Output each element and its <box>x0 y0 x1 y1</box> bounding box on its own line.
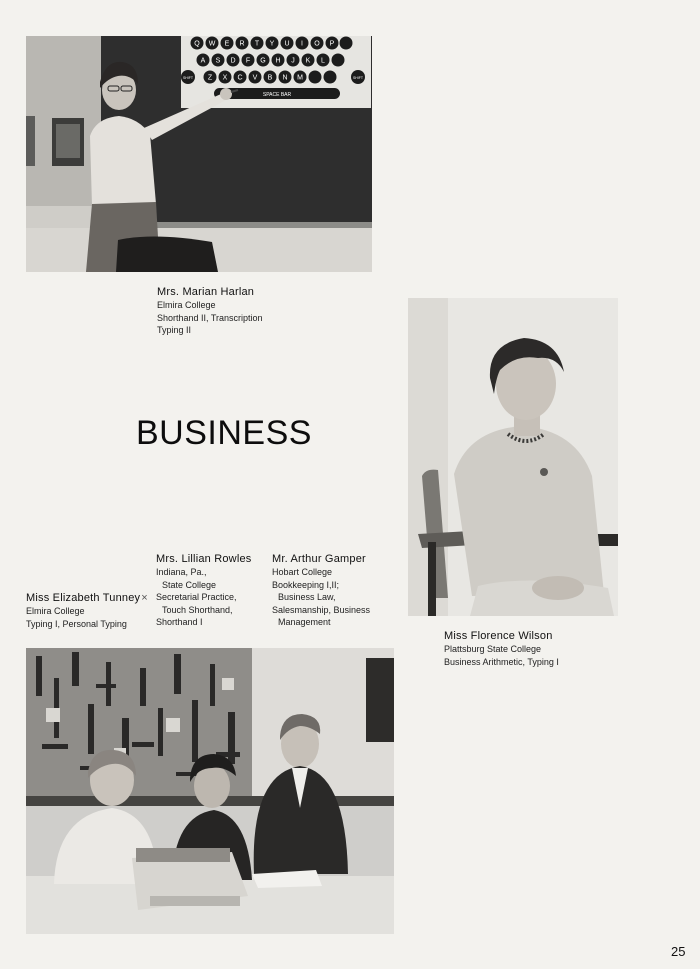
caption-line: Salesmanship, Business <box>272 604 371 615</box>
caption-florence-wilson <box>444 629 559 668</box>
caption-line: Management <box>278 617 331 627</box>
svg-text:E: E <box>224 40 230 48</box>
svg-text:F: F <box>245 57 251 65</box>
svg-text:J: J <box>291 57 295 65</box>
svg-text:Y: Y <box>269 40 275 48</box>
caption-line: Business Arithmetic, Typing I <box>444 656 559 667</box>
caption-arthur-gamper <box>272 552 370 629</box>
caption-line: Shorthand I <box>156 617 203 627</box>
caption-line: Secretarial Practice, <box>156 592 237 602</box>
section-title: BUSINESS <box>136 414 312 452</box>
caption-line: Touch Shorthand, <box>162 604 233 615</box>
svg-text:P: P <box>329 40 335 48</box>
caption-line: Hobart College <box>272 567 333 577</box>
svg-text:O: O <box>314 40 320 48</box>
svg-text:SHIFT: SHIFT <box>352 76 364 80</box>
photo-florence-wilson <box>408 298 618 616</box>
svg-text:S: S <box>215 57 221 65</box>
faculty-name: Mr. Arthur Gamper <box>272 553 366 565</box>
caption-marian-harlan <box>157 285 263 337</box>
svg-text:D: D <box>230 57 236 65</box>
caption-line: Typing I, Personal Typing <box>26 618 127 629</box>
faculty-name: Mrs. Lillian Rowles <box>156 553 252 565</box>
caption-line: Elmira College <box>157 300 216 310</box>
caption-line: Plattsburg State College <box>444 644 542 654</box>
caption-elizabeth-tunney <box>26 591 148 630</box>
svg-text:R: R <box>239 40 245 48</box>
page-number: 25 <box>671 944 686 959</box>
caption-line: Shorthand II, Transcription <box>157 312 263 323</box>
faculty-name: Mrs. Marian Harlan <box>157 286 255 298</box>
caption-line: Business Law, <box>278 592 336 602</box>
caption-line: Typing II <box>157 325 192 335</box>
faculty-name: Miss Florence Wilson <box>444 630 553 642</box>
svg-text:X: X <box>222 74 228 82</box>
svg-text:I: I <box>301 40 303 48</box>
svg-text:SPACE BAR: SPACE BAR <box>262 92 292 98</box>
pen-mark: × <box>141 592 148 604</box>
faculty-name-text: Miss Elizabeth Tunney <box>26 592 141 604</box>
svg-text:N: N <box>282 74 288 82</box>
faculty-name <box>26 591 148 605</box>
caption-lillian-rowles <box>156 552 252 629</box>
svg-text:M: M <box>297 74 303 82</box>
svg-text:H: H <box>275 57 281 65</box>
svg-text:L: L <box>321 57 325 65</box>
caption-line: Bookkeeping I,II; <box>272 579 340 590</box>
svg-text:W: W <box>208 40 216 48</box>
photo-business-group <box>26 648 394 934</box>
svg-text:G: G <box>260 57 266 65</box>
svg-text:Z: Z <box>207 74 213 82</box>
svg-text:V: V <box>252 74 258 82</box>
svg-text:B: B <box>267 74 273 82</box>
svg-text:SHIFT: SHIFT <box>182 76 194 80</box>
svg-text:T: T <box>254 40 260 48</box>
svg-text:U: U <box>284 40 290 48</box>
svg-text:C: C <box>237 74 243 82</box>
photo-marian-harlan <box>26 36 372 272</box>
caption-line: Indiana, Pa., <box>156 567 207 577</box>
caption-line: Elmira College <box>26 606 85 616</box>
caption-line: State College <box>162 579 217 590</box>
svg-text:A: A <box>200 57 206 65</box>
svg-text:Q: Q <box>194 40 200 48</box>
svg-text:K: K <box>305 57 311 65</box>
